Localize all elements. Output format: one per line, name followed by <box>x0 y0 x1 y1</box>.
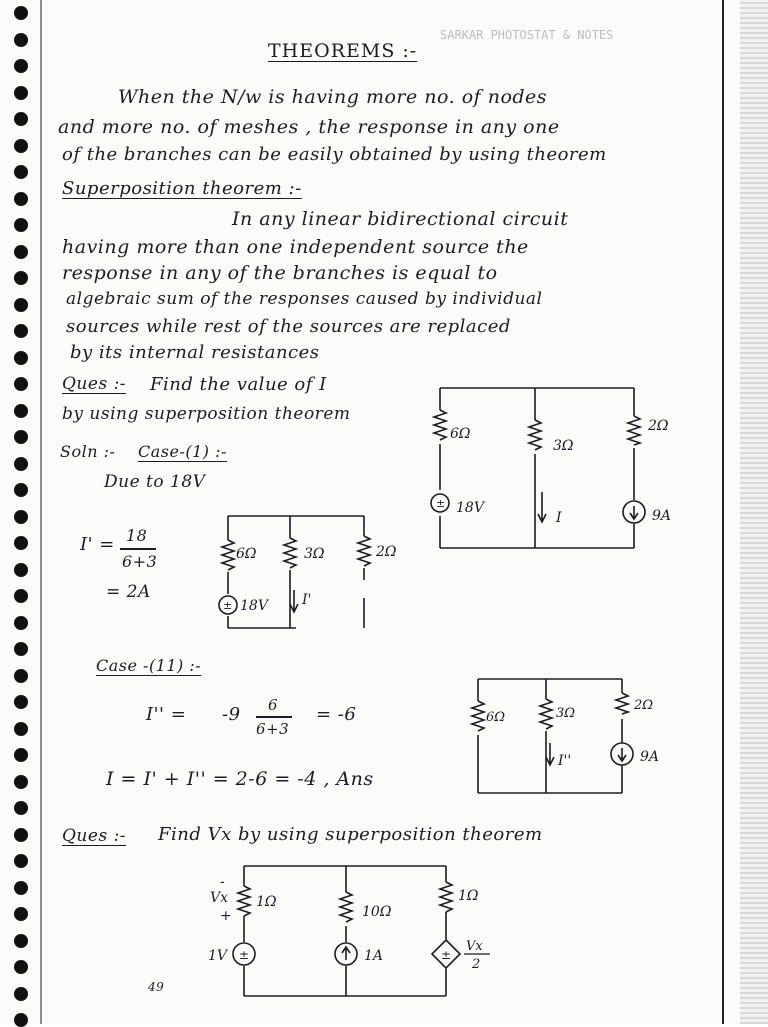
svg-text:±: ± <box>441 948 452 962</box>
i2-numerator: 6 <box>268 696 279 714</box>
solution-label: Soln :- <box>60 442 116 461</box>
i1-denominator: 6+3 <box>122 552 158 571</box>
main-r1-label: 6Ω <box>450 426 471 442</box>
binding-hole <box>14 1013 28 1027</box>
binding-hole <box>14 510 28 524</box>
q2-r1-label: 1Ω <box>256 894 277 910</box>
q2-r3-label: 1Ω <box>458 888 479 904</box>
binding-hole <box>14 748 28 762</box>
binding-hole <box>14 722 28 736</box>
q2-source-voltage: 1V <box>208 948 228 964</box>
svg-text:±: ± <box>436 497 446 510</box>
q2-current-source: 1A <box>364 948 384 964</box>
binding-hole <box>14 6 28 20</box>
binding-hole <box>14 536 28 550</box>
binding-hole <box>14 563 28 577</box>
main-current-source: 9A <box>652 508 672 524</box>
binding-hole <box>14 828 28 842</box>
page-edge-strip <box>740 0 768 1024</box>
binding-hole <box>14 775 28 789</box>
i2-fraction-bar <box>256 716 292 718</box>
binding-hole <box>14 377 28 391</box>
total-current-equation: I = I' + I'' = 2-6 = -4 , Ans <box>106 768 374 790</box>
case2-current-source: 9A <box>640 749 660 765</box>
binding-hole <box>14 165 28 179</box>
binding-hole <box>14 324 28 338</box>
binding-hole <box>14 881 28 895</box>
i2-result: = -6 <box>316 704 357 725</box>
q2-plus-sign: + <box>220 908 232 924</box>
case1-r3-label: 2Ω <box>376 544 397 560</box>
i1-fraction-bar <box>120 548 156 550</box>
case2-r2-label: 3Ω <box>556 706 576 721</box>
binding-hole <box>14 987 28 1001</box>
i1-numerator: 18 <box>126 526 148 545</box>
svg-text:±: ± <box>223 599 233 612</box>
binding-hole <box>14 907 28 921</box>
binding-hole <box>14 112 28 126</box>
q2-dependent-numerator: Vx <box>466 939 483 954</box>
binding-holes <box>14 0 34 1024</box>
binding-hole <box>14 669 28 683</box>
binding-hole <box>14 192 28 206</box>
faint-stamp-text: SARKAR PHOTOSTAT & NOTES <box>440 28 614 42</box>
binding-hole <box>14 86 28 100</box>
binding-hole <box>14 960 28 974</box>
superposition-line-1: In any linear bidirectional circuit <box>232 208 569 230</box>
question-2-text: Find Vx by using superposition theorem <box>158 824 543 845</box>
main-circuit-diagram <box>420 380 670 555</box>
main-r3-label: 2Ω <box>648 418 669 434</box>
binding-hole <box>14 298 28 312</box>
case1-r2-label: 3Ω <box>304 546 325 562</box>
page-number: 49 <box>148 980 165 994</box>
binding-hole <box>14 642 28 656</box>
svg-text:±: ± <box>239 948 250 962</box>
case2-r3-label: 2Ω <box>634 698 654 713</box>
binding-hole <box>14 483 28 497</box>
binding-hole <box>14 616 28 630</box>
binding-hole <box>14 934 28 948</box>
left-margin-line <box>40 0 42 1024</box>
q2-vx-label: Vx <box>210 890 229 906</box>
binding-hole <box>14 457 28 471</box>
binding-hole <box>14 33 28 47</box>
question-1-line-2: by using superposition theorem <box>62 404 351 424</box>
main-r2-label: 3Ω <box>553 438 574 454</box>
question-1-line-1: Find the value of I <box>150 374 327 395</box>
binding-hole <box>14 854 28 868</box>
superposition-line-5: sources while rest of the sources are replaced <box>66 316 511 337</box>
binding-hole <box>14 59 28 73</box>
question-1-label: Ques :- <box>62 374 127 394</box>
binding-hole <box>14 695 28 709</box>
binding-hole <box>14 801 28 815</box>
i2-denominator: 6+3 <box>256 720 290 738</box>
q2-dependent-denominator: 2 <box>472 957 481 972</box>
case2-current-label: I'' <box>558 753 572 769</box>
intro-line-2: and more no. of meshes , the response in any one <box>58 116 560 138</box>
superposition-line-3: response in any of the branches is equal to <box>62 262 498 284</box>
case1-r1-label: 6Ω <box>236 546 257 562</box>
page-title: THEOREMS :- <box>268 40 418 62</box>
i2-coefficient: -9 <box>222 704 241 725</box>
binding-hole <box>14 139 28 153</box>
case-1-circuit-diagram <box>210 510 415 635</box>
case1-current-label: I' <box>302 592 312 608</box>
q2-r2-label: 10Ω <box>362 904 392 920</box>
binding-hole <box>14 430 28 444</box>
case-1-heading: Case-(1) :- <box>138 442 227 461</box>
i1-lhs: I' = <box>80 534 115 555</box>
case2-r1-label: 6Ω <box>486 710 506 725</box>
case1-source-voltage: 18V <box>240 598 268 614</box>
binding-hole <box>14 351 28 365</box>
i1-result: = 2A <box>106 582 151 602</box>
right-margin-line <box>722 0 724 1024</box>
superposition-line-6: by its internal resistances <box>70 342 320 363</box>
question-2-label: Ques :- <box>62 826 127 846</box>
binding-hole <box>14 589 28 603</box>
i2-lhs: I'' = <box>146 704 187 725</box>
main-source-voltage: 18V <box>456 500 484 516</box>
binding-hole <box>14 245 28 259</box>
q2-minus-sign: - <box>220 874 225 890</box>
intro-line-3: of the branches can be easily obtained by using theorem <box>62 144 607 165</box>
binding-hole <box>14 271 28 285</box>
case-2-heading: Case -(11) :- <box>96 656 202 675</box>
case-1-subheading: Due to 18V <box>104 472 206 492</box>
intro-line-1: When the N/w is having more no. of nodes <box>118 86 548 108</box>
main-current-label: I <box>556 510 562 526</box>
binding-hole <box>14 218 28 232</box>
binding-hole <box>14 404 28 418</box>
question-2-circuit-diagram <box>200 862 500 1002</box>
section-heading-superposition: Superposition theorem :- <box>62 178 302 199</box>
superposition-line-4: algebraic sum of the responses caused by individual <box>66 289 543 309</box>
superposition-line-2: having more than one independent source the <box>62 236 529 258</box>
case-2-circuit-diagram <box>470 675 690 805</box>
